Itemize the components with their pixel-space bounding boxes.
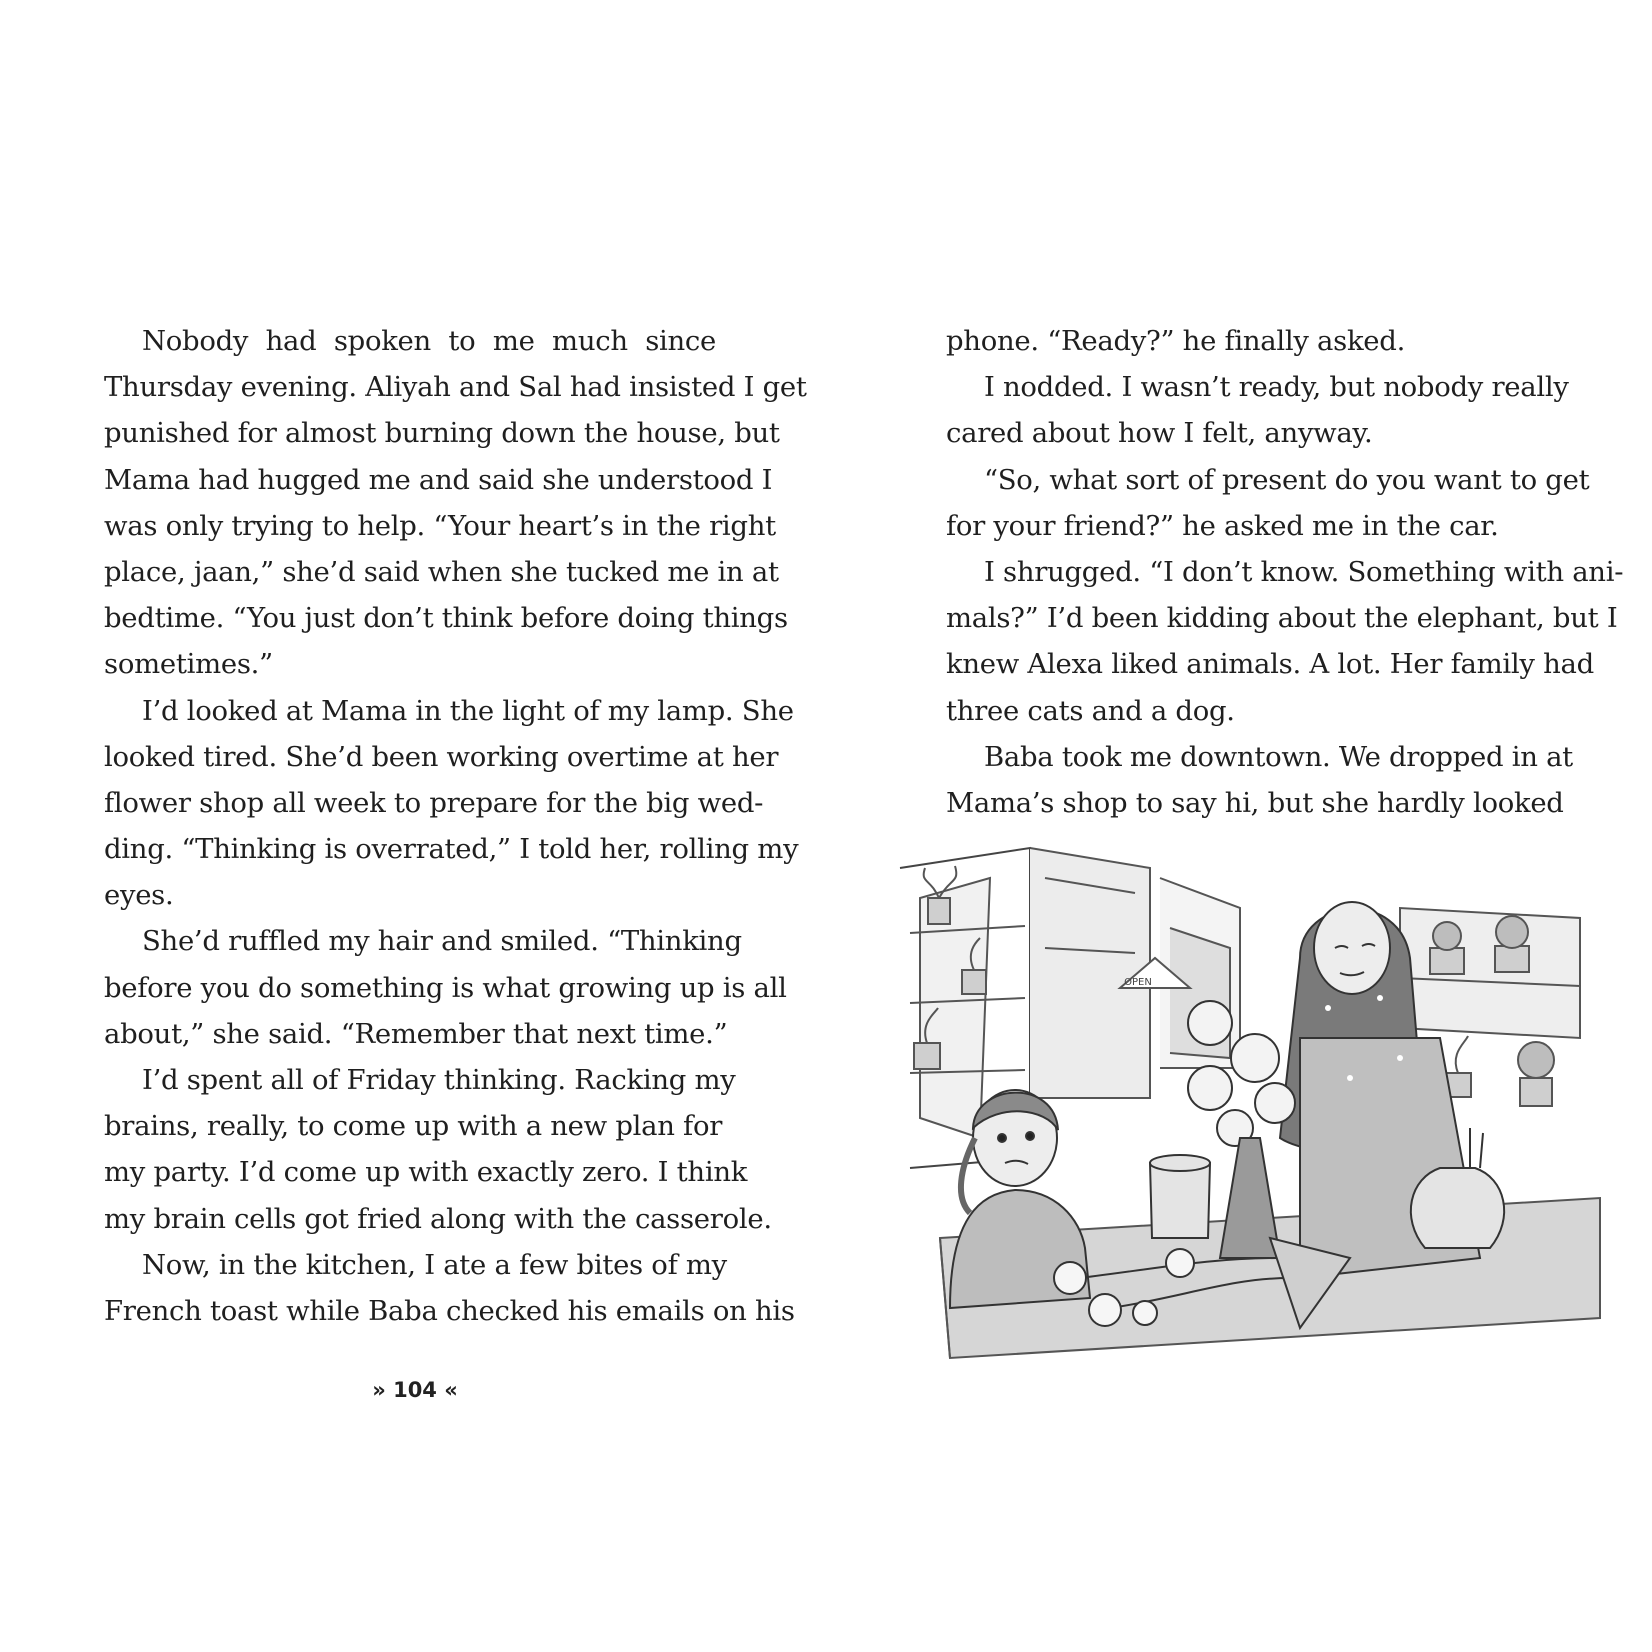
left-page-text-line: I’d spent all of Friday thinking. Racking my: [142, 1064, 736, 1096]
left-page-text: [104, 318, 807, 1334]
right-page-text-line: I shrugged. “I don’t know. Something with ani-: [984, 555, 1624, 588]
left-page-text-line: about,” she said. “Remember that next time.”: [104, 1017, 728, 1050]
left-page-text-line: Nobody had spoken to me much since: [142, 325, 716, 357]
left-page-text-line: She’d ruffled my hair and smiled. “Thinking: [142, 925, 742, 958]
left-page-text-line: Mama had hugged me and said she understood I: [104, 463, 773, 496]
right-page-text-line: for your friend?” he asked me in the car.: [946, 509, 1499, 542]
right-page-text-line: three cats and a dog.: [946, 694, 1235, 727]
right-page-text-line: Baba took me downtown. We dropped in at: [984, 740, 1573, 773]
left-page-text-line: ding. “Thinking is overrated,” I told her, rolling my: [104, 833, 799, 866]
left-page-text-line: brains, really, to come up with a new plan for: [104, 1110, 723, 1143]
right-page-text-line: Mama’s shop to say hi, but she hardly looked: [946, 786, 1564, 819]
right-page-text-line: I nodded. I wasn’t ready, but nobody really: [984, 371, 1569, 404]
shop-sign-text: OPEN: [1124, 977, 1152, 988]
left-page-text-line: flower shop all week to prepare for the big wed-: [104, 786, 764, 819]
left-page-text-line: looked tired. She’d been working overtime at her: [104, 740, 779, 773]
left-page-text-line: Now, in the kitchen, I ate a few bites of my: [142, 1248, 727, 1281]
left-page-text-line: Thursday evening. Aliyah and Sal had insisted I get: [104, 371, 807, 404]
left-page-text-line: bedtime. “You just don’t think before doing things: [104, 602, 788, 635]
left-page-text-line: place, jaan,” she’d said when she tucked me in at: [104, 555, 779, 588]
left-page-text-line: my brain cells got fried along with the casserole.: [104, 1202, 772, 1235]
left-page-text-line: French toast while Baba checked his emails on his: [104, 1294, 795, 1327]
page-number: » 104 «: [372, 1378, 458, 1402]
right-page-text: [946, 318, 1624, 826]
left-page-text-line: was only trying to help. “Your heart’s in the right: [104, 509, 776, 542]
right-page-text-line: “So, what sort of present do you want to get: [984, 463, 1590, 496]
left-page-text-line: sometimes.”: [104, 648, 273, 681]
right-page-text-line: cared about how I felt, anyway.: [946, 417, 1373, 450]
right-page-text-line: mals?” I’d been kidding about the elephant, but I: [946, 602, 1618, 635]
left-page-text-line: before you do something is what growing up is all: [104, 971, 787, 1004]
left-page-text-line: my party. I’d come up with exactly zero. I think: [104, 1156, 748, 1189]
left-page-text-line: eyes.: [104, 879, 174, 912]
left-page-text-line: punished for almost burning down the house, but: [104, 417, 780, 450]
right-page-text-line: phone. “Ready?” he finally asked.: [946, 325, 1406, 357]
left-page-text-line: I’d looked at Mama in the light of my lamp. She: [142, 694, 794, 727]
right-page-text-line: knew Alexa liked animals. A lot. Her family had: [946, 648, 1594, 681]
flower-shop-illustration: [880, 838, 1620, 1408]
